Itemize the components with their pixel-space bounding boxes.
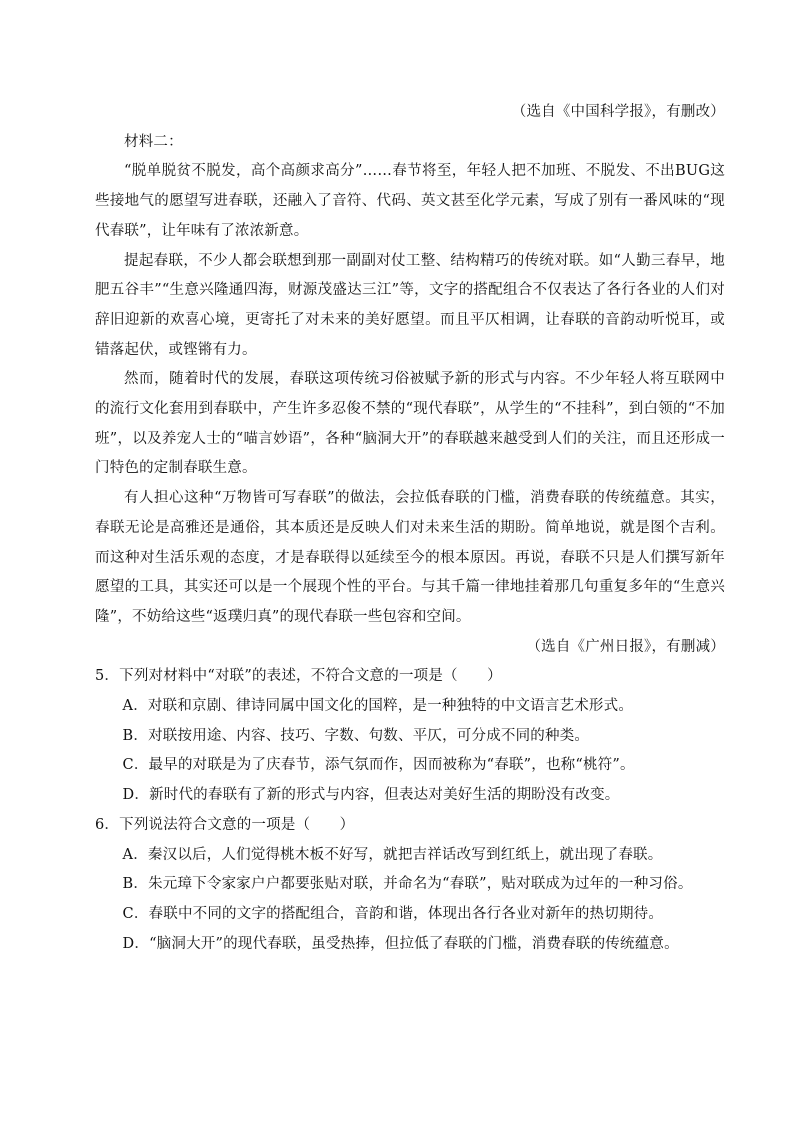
question-5-option-c: C．最早的对联是为了庆春节，添气氛而作，因而被称为“春联”，也称“桃符”。	[122, 757, 635, 774]
paragraph: 然而，随着时代的发展，春联这项传统习俗被赋予新的形式与内容。不少年轻人将互联网中的流行文化套用到春联中，产生许多忍俊不禁的“现代春联”，从学生的“不挂科”，到白领的“不加班”，以及养宠人士的“喵言妙语”，各种“脑洞大开”的春联越来越受到人们的关注，而且还形成一门特色的定制春联生意。	[95, 371, 725, 477]
material2-source: （选自《广州日报》，有删减）	[526, 638, 725, 655]
question-6-option-b: B．朱元璋下令家家户户都要张贴对联，并命名为“春联”，贴对联成为过年的一种习俗。	[122, 876, 693, 893]
question-5-stem: 5．下列对材料中“对联”的表述，不符合文意的一项是（ ）	[95, 668, 502, 685]
material2-heading: 材料二：	[124, 133, 183, 150]
question-6-option-c: C．春联中不同的文字的搭配组合，音韵和谐，体现出各行各业对新年的热切期待。	[122, 905, 664, 922]
question-5-option-a: A．对联和京剧、律诗同属中国文化的国粹，是一种独特的中文语言艺术形式。	[122, 698, 634, 715]
document-content	[95, 98, 725, 959]
question-5-option-d: D．新时代的春联有了新的形式与内容，但表达对美好生活的期盼没有改变。	[122, 787, 620, 804]
question-6-option-a: A．秦汉以后，人们觉得桃木板不好写，就把吉祥话改写到红纸上，就出现了春联。	[122, 846, 663, 863]
question-6-stem: 6．下列说法符合文意的一项是（ ）	[95, 816, 355, 833]
material1-source: （选自《中国科学报》，有删改）	[511, 104, 725, 120]
question-5-option-b: B．对联按用途、内容、技巧、字数、句数、平仄，可分成不同的种类。	[122, 727, 590, 744]
paragraph: 提起春联，不少人都会联想到那一副副对仗工整、结构精巧的传统对联。如“人勤三春早，地肥五谷丰”“生意兴隆通四海，财源茂盛达三江”等，文字的搭配组合不仅表达了各行各业的人们对辞旧迎新的欢喜心境，更寄托了对未来的美好愿望。而且平仄相调，让春联的音韵动听悦耳，或错落起伏，或铿锵有力。	[95, 252, 725, 358]
question-6-option-d: D．“脑洞大开”的现代春联，虽受热捧，但拉低了春联的门槛，消费春联的传统蕴意。	[122, 935, 679, 952]
paragraph: “脱单脱贫不脱发，高个高颜求高分”……春节将至，年轻人把不加班、不脱发、不出BUG这些接地气的愿望写进春联，还融入了音符、代码、英文甚至化学元素，写成了别有一番风味的“现代春联”，让年味有了浓浓新意。	[95, 163, 725, 239]
paragraph: 有人担心这种“万物皆可写春联”的做法，会拉低春联的门槛，消费春联的传统蕴意。其实，春联无论是高雅还是通俗，其本质还是反映人们对未来生活的期盼。简单地说，就是图个吉利。而这种对生活乐观的态度，才是春联得以延续至今的根本原因。再说，春联不只是人们撰写新年愿望的工具，其实还可以是一个展现个性的平台。与其千篇一律地挂着那几句重复多年的“生意兴隆”，不妨给这些“返璞归真”的现代春联一些包容和空间。	[95, 490, 725, 625]
